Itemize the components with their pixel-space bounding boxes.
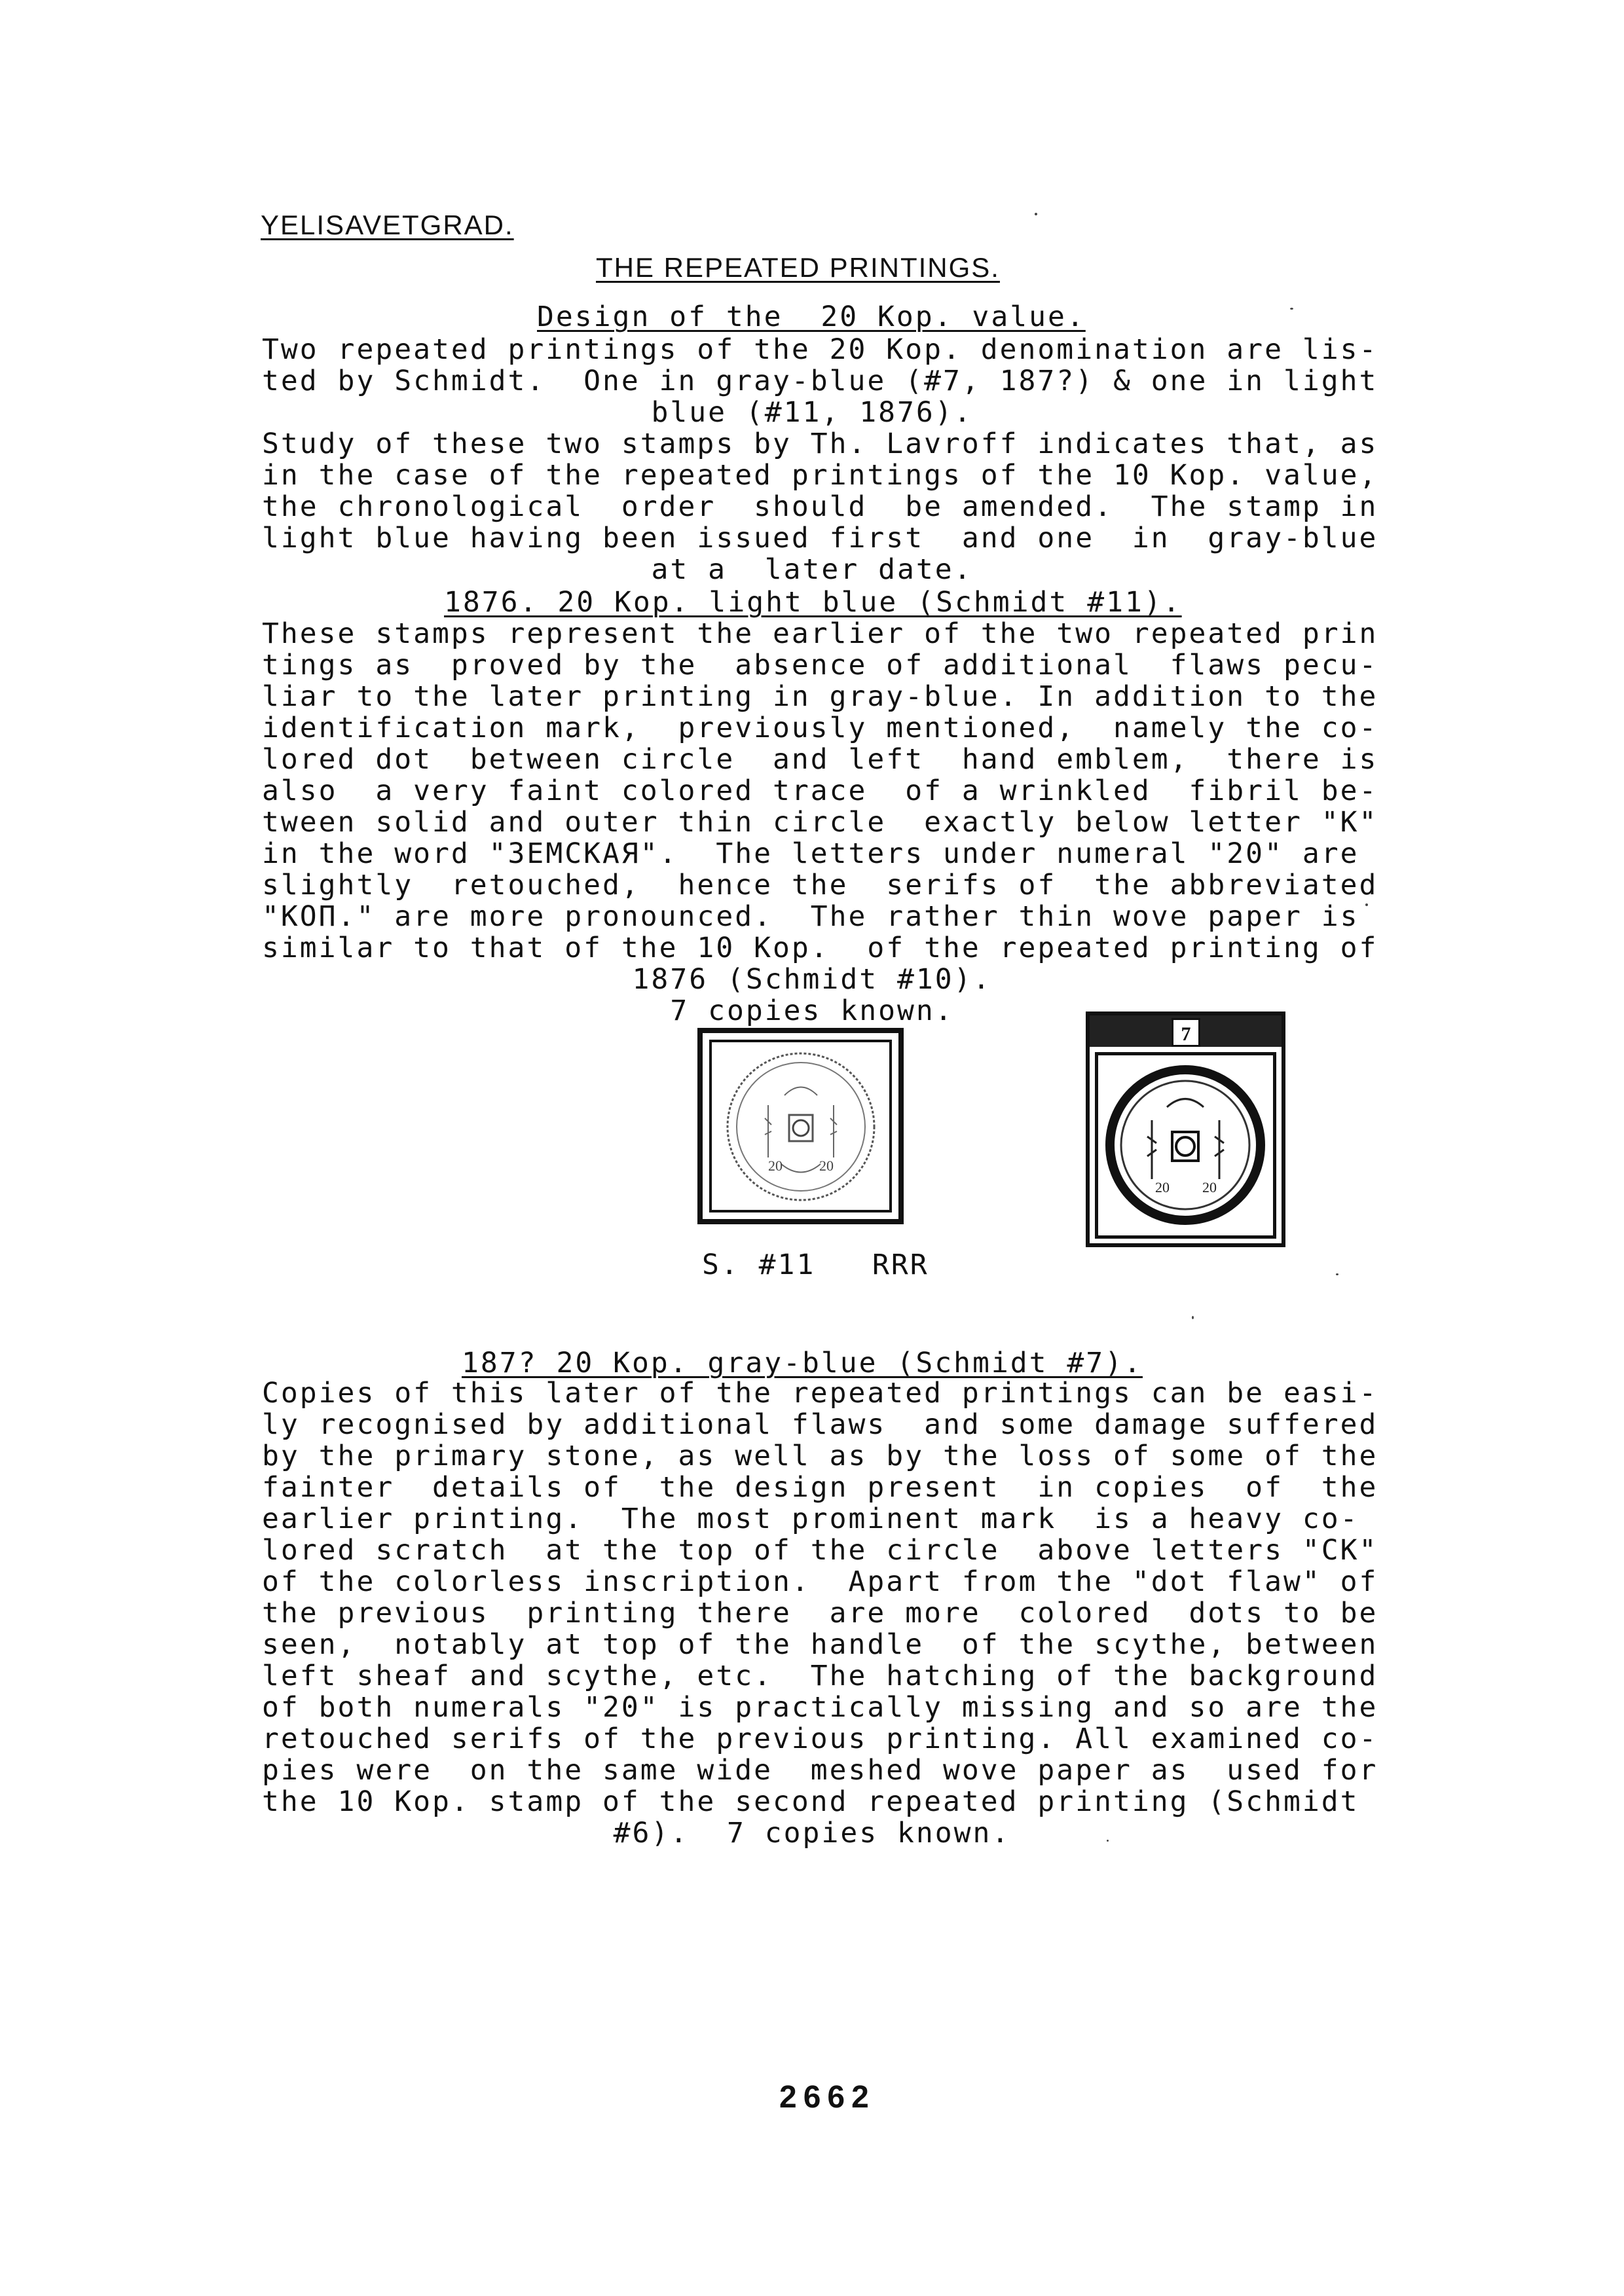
scan-speck — [1192, 1316, 1194, 1319]
scan-speck — [1107, 1840, 1109, 1842]
scan-speck — [1336, 1273, 1338, 1275]
svg-text:20: 20 — [819, 1157, 834, 1174]
section1-line: also a very faint colored trace of a wrinkled fibril be- — [262, 774, 1378, 807]
section1-line: 7 copies known. — [670, 994, 954, 1027]
svg-text:20: 20 — [1155, 1179, 1170, 1195]
intro-line: blue (#11, 1876). — [651, 396, 973, 429]
intro-line: at a later date. — [651, 553, 973, 586]
section2-line: seen, notably at top of the handle of the scythe, between — [262, 1628, 1378, 1661]
page-number: 2662 — [779, 2080, 876, 2115]
section2-line: #6). 7 copies known. — [613, 1817, 1011, 1850]
section2-line: the previous printing there are more colored dots to be — [262, 1597, 1378, 1630]
section2-line: Copies of this later of the repeated printings can be easi- — [262, 1377, 1378, 1410]
section2-line: lored scratch at the top of the circle above letters "CK" — [262, 1534, 1378, 1567]
section2-line: by the primary stone, as well as by the loss of some of the — [262, 1440, 1378, 1472]
section1-line: tings as proved by the absence of additional flaws pecu- — [262, 649, 1378, 682]
stamp-caption: S. #11 RRR — [702, 1248, 929, 1281]
section1-line: slightly retouched, hence the serifs of the abbreviated — [262, 869, 1378, 902]
svg-text:20: 20 — [768, 1157, 783, 1174]
section1-line: liar to the later printing in gray-blue. In addition to the — [262, 680, 1378, 713]
stamp-emblem-icon — [703, 1033, 899, 1220]
section1-line: in the word "ЗЕМСКАЯ". The letters under numeral "20" are — [262, 837, 1359, 870]
svg-text:20: 20 — [1202, 1179, 1217, 1195]
section1-line: 1876 (Schmidt #10). — [632, 963, 992, 996]
section2-line: left sheaf and scythe, etc. The hatching of the background — [262, 1660, 1378, 1692]
section2-line: fainter details of the design present in copies of the — [262, 1471, 1378, 1504]
scan-speck — [1290, 308, 1293, 310]
intro-line: Two repeated printings of the 20 Kop. denomination are lis- — [262, 333, 1378, 366]
scan-speck — [1035, 213, 1037, 215]
section2-line: the 10 Kop. stamp of the second repeated printing (Schmidt — [262, 1785, 1359, 1818]
intro-line: ted by Schmidt. One in gray-blue (#7, 187?) & one in light — [262, 365, 1378, 397]
city-heading: YELISAVETGRAD. — [261, 210, 514, 240]
section1-line: These stamps represent the earlier of the two repeated prin — [262, 617, 1378, 650]
section2-line: pies were on the same wide meshed wove paper as used for — [262, 1754, 1378, 1787]
section2-line: earlier printing. The most prominent mark is a heavy co- — [262, 1503, 1359, 1535]
scan-speck — [1365, 903, 1368, 906]
section-heading: THE REPEATED PRINTINGS. — [596, 252, 1000, 283]
section1-line: tween solid and outer thin circle exactly below letter "K" — [262, 806, 1378, 839]
section2-line: ly recognised by additional flaws and some damage suffered — [262, 1408, 1378, 1441]
intro-line: Study of these two stamps by Th. Lavroff indicates that, as — [262, 428, 1378, 460]
section2-heading: 187? 20 Kop. gray-blue (Schmidt #7). — [462, 1347, 1143, 1379]
section1-line: identification mark, previously mentioned, namely the co- — [262, 712, 1378, 744]
intro-line: the chronological order should be amended. The stamp in — [262, 490, 1378, 523]
section1-line: "КОП." are more pronounced. The rather thin wove paper is — [262, 900, 1359, 933]
section2-line: of both numerals "20" is practically missing and so are the — [262, 1691, 1378, 1724]
section1-heading: 1876. 20 Kop. light blue (Schmidt #11). — [444, 586, 1182, 619]
section1-line: similar to that of the 10 Kop. of the repeated printing of — [262, 932, 1378, 964]
section2-line: retouched serifs of the previous printing. All examined co- — [262, 1722, 1378, 1755]
stamp-emblem-icon — [1090, 1015, 1282, 1243]
section2-line: of the colorless inscription. Apart from the "dot flaw" of — [262, 1565, 1378, 1598]
subheading: Design of the 20 Kop. value. — [537, 301, 1086, 333]
section1-line: lored dot between circle and left hand emblem, there is — [262, 743, 1378, 776]
stamp-image-light-blue — [697, 1028, 904, 1224]
stamp-image-gray-blue — [1086, 1011, 1285, 1247]
intro-line: light blue having been issued first and one in gray-blue — [262, 522, 1378, 555]
stamp-number-badge: 7 — [1172, 1018, 1200, 1047]
intro-line: in the case of the repeated printings of the 10 Kop. value, — [262, 459, 1378, 492]
